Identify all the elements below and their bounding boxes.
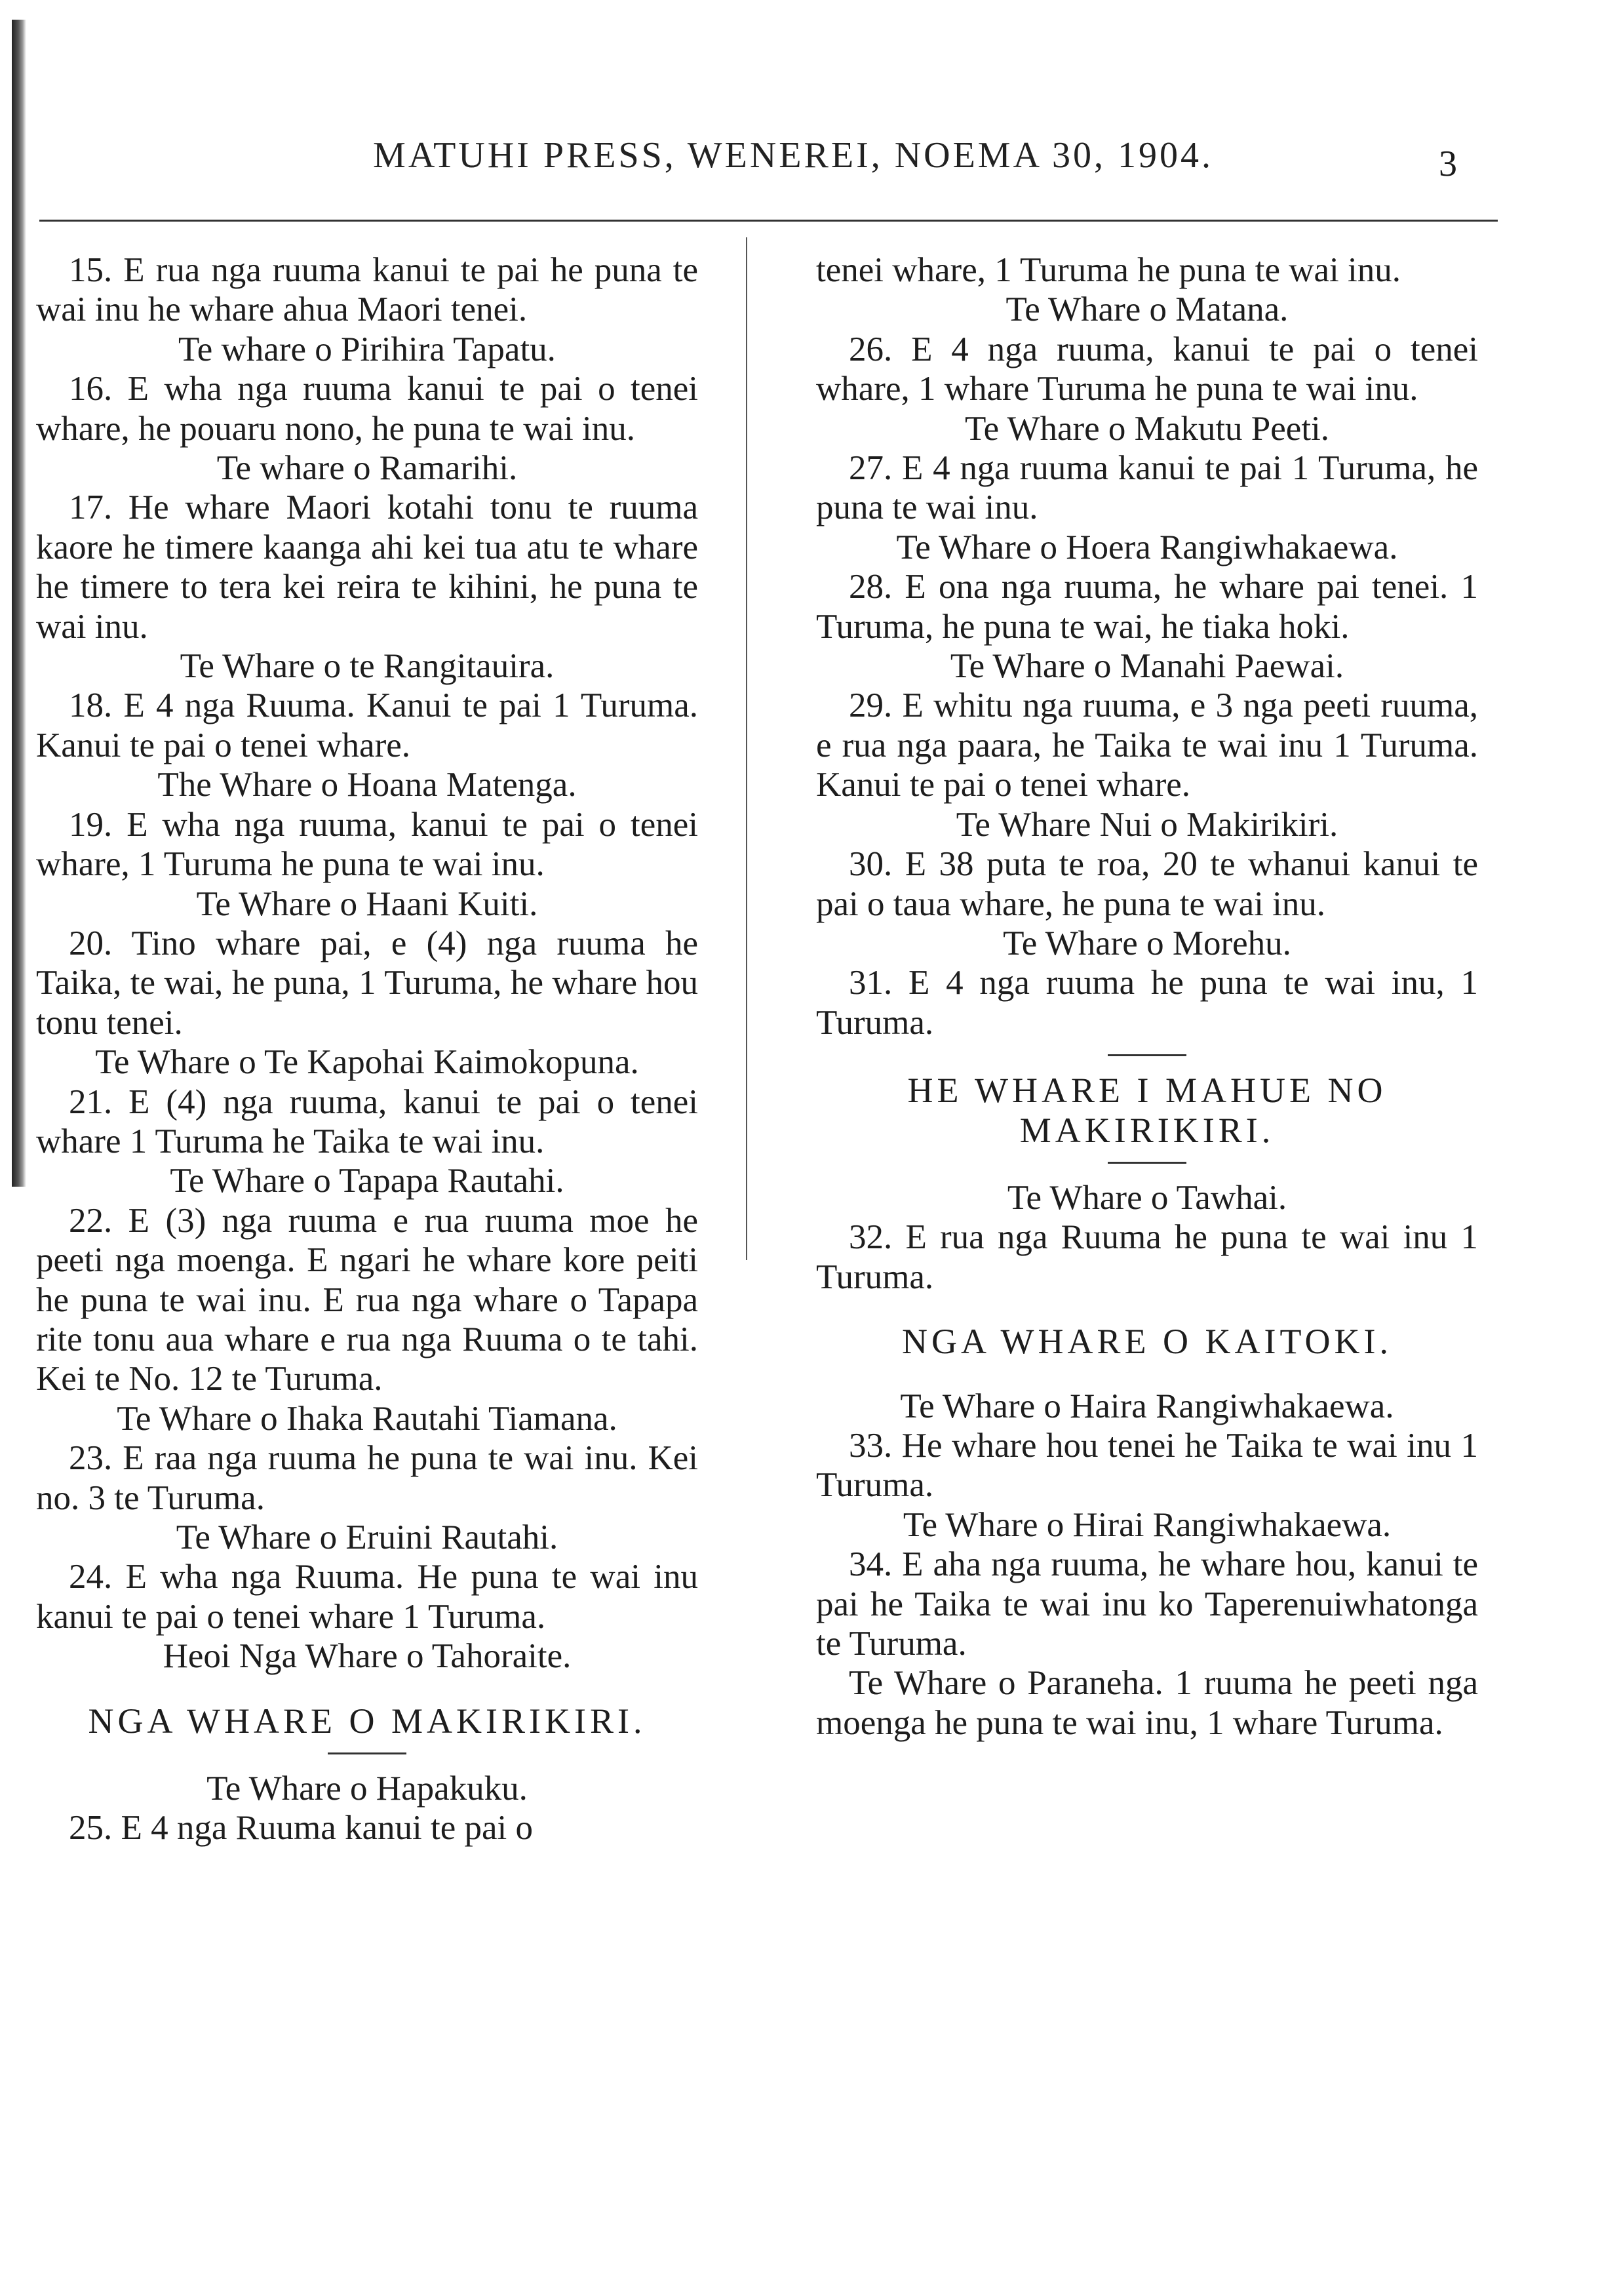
house-heading: Te Whare o Makutu Peeti. [964, 409, 1330, 448]
paragraph: 16. E wha nga ruuma kanui te pai o tenei whare, he pouaru nono, he puna te wai inu. [36, 370, 698, 448]
paragraph: 28. E ona nga ruuma, he whare pai tenei. 1 Turuma, he puna te wai, he tiaka hoki. [816, 568, 1478, 646]
section-title: NGA WHARE O KAITOKI. [902, 1322, 1392, 1362]
house-heading: Te Whare o Manahi Paewai. [950, 647, 1344, 686]
paragraph: 32. E rua nga Ruuma he puna te wai inu 1 Turuma. [816, 1218, 1478, 1296]
house-heading: Te Whare o Haani Kuiti. [196, 884, 538, 923]
left-column [36, 250, 698, 1848]
paragraph: 22. E (3) nga ruuma e rua ruuma moe he peeti nga moenga. E ngari he whare kore peiti he puna te wai inu. E rua nga whare o Tapapa rite tonu aua whare e rua nga Ruuma o te tahi. Kei te No. 12 te Turuma. [36, 1201, 698, 1398]
house-heading: Te Whare o Tapapa Rautahi. [170, 1162, 564, 1200]
house-heading: Te whare o Ramarihi. [216, 449, 518, 488]
section-rule [1108, 1162, 1186, 1164]
house-heading: Te Whare o Morehu. [1003, 924, 1291, 962]
paragraph: 24. E wha nga Ruuma. He puna te wai inu kanui te pai o tenei whare 1 Turuma. [36, 1558, 698, 1636]
paragraph: tenei whare, 1 Turuma he puna te wai inu. [816, 251, 1401, 289]
paragraph: 26. E 4 nga ruuma, kanui te pai o tenei whare, 1 whare Turuma he puna te wai inu. [816, 330, 1478, 408]
paragraph: 17. He whare Maori kotahi tonu te ruuma kaore he timere kaanga ahi kei tua atu te whare he timere to tera kei reira te kihini, he puna te wai inu. [36, 488, 698, 646]
house-heading: Te Whare o Hapakuku. [206, 1770, 528, 1808]
spacer [36, 1676, 698, 1701]
paragraph: 34. E aha nga ruuma, he whare hou, kanui te pai he Taika te wai inu ko Taperenuiwhatonga te Turuma. [816, 1545, 1478, 1663]
header-rule [39, 220, 1498, 222]
paragraph: 25. E 4 nga Ruuma kanui te pai o [69, 1809, 533, 1848]
house-heading: Te Whare o Hoera Rangiwhakaewa. [896, 528, 1398, 566]
running-head: MATUHI PRESS, WENEREI, NOEMA 30, 1904. [373, 135, 1213, 176]
section-rule [328, 1752, 406, 1754]
house-heading: Te Whare o Te Kapohai Kaimokopuna. [95, 1043, 639, 1082]
paragraph: 31. E 4 nga ruuma he puna te wai inu, 1 Turuma. [816, 964, 1478, 1042]
paragraph: 18. E 4 nga Ruuma. Kanui te pai 1 Turuma. Kanui te pai o tenei whare. [36, 686, 698, 764]
right-column [816, 250, 1478, 1743]
house-heading: Te Whare Nui o Makirikiri. [956, 805, 1338, 844]
house-heading: Te Whare o te Rangitauira. [180, 647, 555, 686]
house-heading: Te Whare o Eruini Rautahi. [176, 1518, 558, 1556]
house-heading: Te Whare o Ihaka Rautahi Tiamana. [117, 1399, 617, 1438]
paragraph: 19. E wha nga ruuma, kanui te pai o tenei whare, 1 Turuma he puna te wai inu. [36, 805, 698, 884]
column-divider [746, 237, 747, 1260]
paragraph: 23. E raa nga ruuma he puna te wai inu. Kei no. 3 te Turuma. [36, 1439, 698, 1517]
house-heading: Te whare o Pirihira Tapatu. [178, 330, 556, 368]
section-title: HE WHARE I MAHUE NO MAKIRIKIRI. [907, 1071, 1387, 1150]
paragraph: 15. E rua nga ruuma kanui te pai he puna te wai inu he whare ahua Maori tenei. [36, 251, 698, 329]
house-heading: Te Whare o Hirai Rangiwhakaewa. [903, 1505, 1392, 1544]
spacer [816, 1297, 1478, 1322]
paragraph: 29. E whitu nga ruuma, e 3 nga peeti ruuma, e rua nga paara, he Taika te wai inu 1 Turuma. Kanui te pai o tenei whare. [816, 686, 1478, 804]
paragraph: 30. E 38 puta te roa, 20 te whanui kanui te pai o taua whare, he puna te wai inu. [816, 845, 1478, 923]
spacer [816, 1362, 1478, 1387]
paragraph: 20. Tino whare pai, e (4) nga ruuma he Taika, te wai, he puna, 1 Turuma, he whare hou tonu tenei. [36, 924, 698, 1042]
house-heading: Te Whare o Matana. [1005, 290, 1289, 329]
paragraph: Te Whare o Paraneha. 1 ruuma he peeti nga moenga he puna te wai inu, 1 whare Turuma. [816, 1664, 1478, 1742]
page-number: 3 [1439, 144, 1457, 184]
paragraph: 27. E 4 nga ruuma kanui te pai 1 Turuma, he puna te wai inu. [816, 449, 1478, 527]
house-heading: The Whare o Hoana Matenga. [157, 766, 577, 804]
house-heading: Te Whare o Tawhai. [1007, 1178, 1287, 1217]
section-rule [1108, 1054, 1186, 1056]
paragraph: 33. He whare hou tenei he Taika te wai inu 1 Turuma. [816, 1426, 1478, 1505]
section-title: NGA WHARE O MAKIRIKIRI. [88, 1701, 646, 1741]
paragraph: 21. E (4) nga ruuma, kanui te pai o tenei whare 1 Turuma he Taika te wai inu. [36, 1082, 698, 1160]
house-heading: Heoi Nga Whare o Tahoraite. [163, 1637, 572, 1676]
scan-edge-shadow [12, 20, 26, 1187]
house-heading: Te Whare o Haira Rangiwhakaewa. [900, 1387, 1394, 1425]
